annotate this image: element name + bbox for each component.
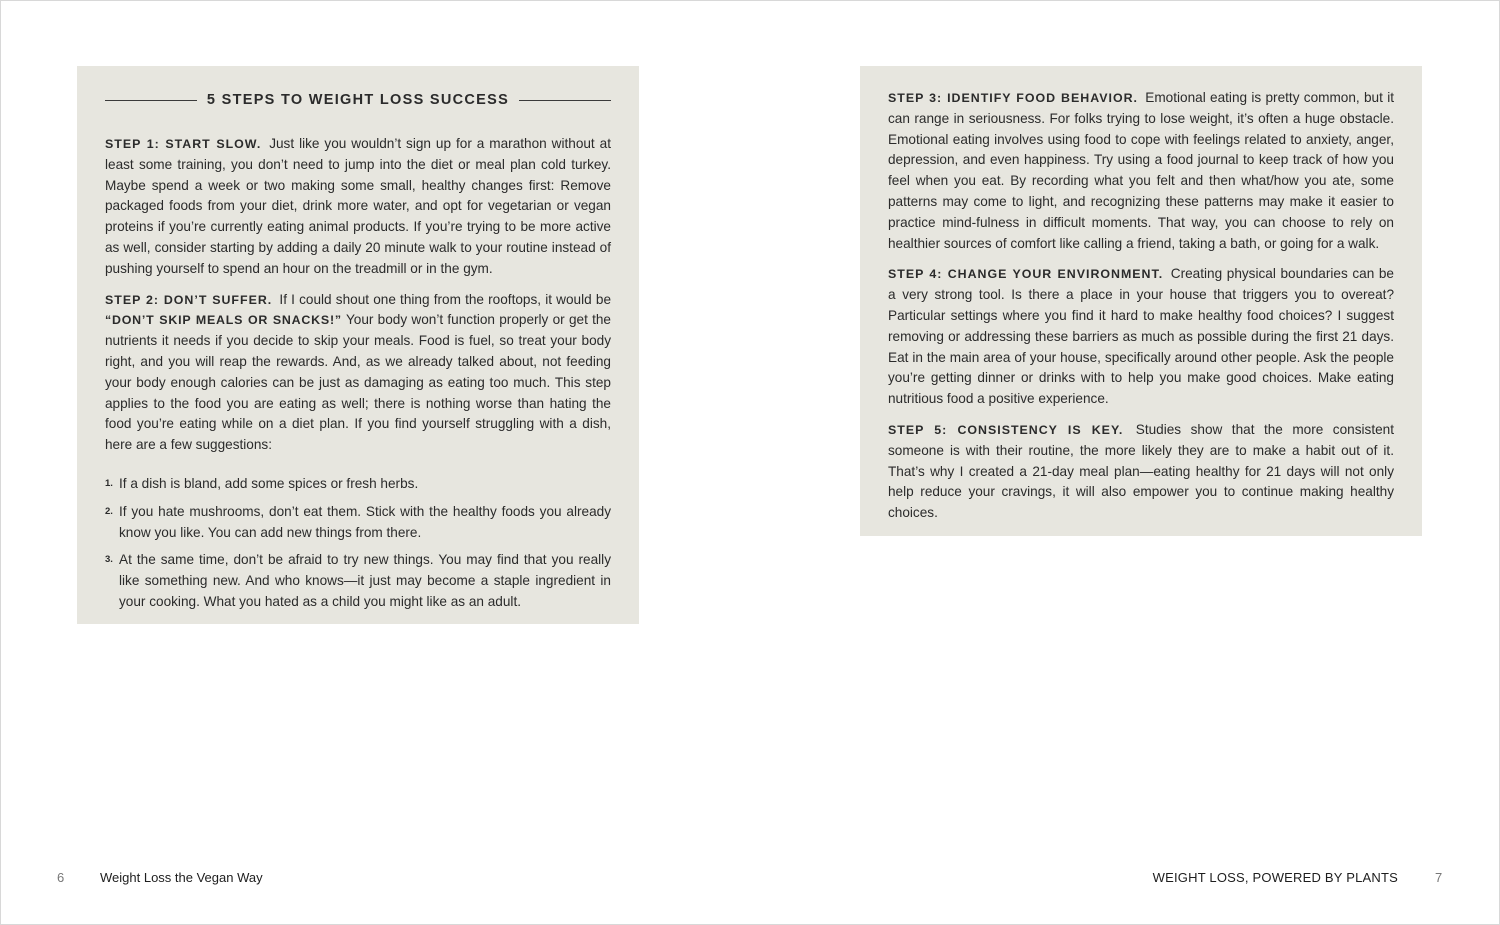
list-item-text: At the same time, don’t be afraid to try new things. You may find that you really like something new. And who knows—it just may become a staple ingredient in your cooking. What you hated as a child you might like as an adult.: [119, 552, 611, 609]
heading-rule-left: [105, 100, 197, 101]
step-5-text: Studies show that the more consistent someone is with their routine, the more likely they are to make a habit out of it. That’s why I created a 21-day meal plan—eating healthy for 21 days will not only help reduce your cravings, it will also empower you to continue making healthy choices.: [888, 421, 1394, 521]
list-item-number: 3.: [105, 554, 113, 566]
step-1-paragraph: [105, 134, 611, 280]
right-running-title: WEIGHT LOSS, POWERED BY PLANTS: [1152, 870, 1398, 885]
list-item: [105, 474, 611, 495]
step-2-quote: “DON’T SKIP MEALS OR SNACKS!”: [105, 313, 342, 328]
step-3-text: Emotional eating is pretty common, but it can range in seriousness. For folks trying to lose weight, it’s often a huge obstacle. Emotional eating involves using food to cope with feelings related to anxiety, anger, depression, and even happiness. Try using a food journal to keep track of how you feel when you eat. By recording what you felt and then what/how you ate, some patterns may come to light, and recognizing these patterns may make it easier to practice mind-fulness in difficult moments. That way, you can choose to rely on healthier sources of comfort like calling a friend, taking a bath, or going for a walk.: [888, 90, 1394, 251]
step-4-paragraph: [888, 264, 1394, 410]
list-item: [105, 550, 611, 612]
step-1-text: Just like you wouldn’t sign up for a marathon without at least some training, you don’t need to jump into the diet or meal plan cold turkey. Maybe spend a week or two making some small, healthy changes first: Remove packaged foods from your diet, drink more water, and opt for vegetarian or vegan proteins if you’re currently eating animal products. If you’re trying to be more active as well, consider starting by adding a daily 20 minute walk to your routine instead of pushing yourself to spend an hour on the treadmill or in the gym.: [105, 136, 611, 276]
step-2-text-before: If I could shout one thing from the rooftops, it would be: [279, 291, 611, 307]
step-3-label: STEP 3: IDENTIFY FOOD BEHAVIOR.: [888, 91, 1138, 105]
step-4-label: STEP 4: CHANGE YOUR ENVIRONMENT.: [888, 267, 1164, 282]
step-2-paragraph: [105, 290, 611, 456]
right-page-number: 7: [1435, 870, 1443, 885]
step-5-label: STEP 5: CONSISTENCY IS KEY.: [888, 422, 1124, 437]
step-1-label: STEP 1: START SLOW.: [105, 137, 262, 151]
step-2-text-after: Your body won’t function properly or get the nutrients it needs if you decide to skip your meals. Food is fuel, so treat your body right, and you will reap the rewards. And, as we already talked about, not feeding your body enough calories can be just as damaging as eating too much. This step applies to the food you are eating as well; there is nothing worse than hating the food you’re eating while on a diet plan. If you find yourself struggling with a dish, here are a few suggestions:: [105, 312, 611, 453]
left-page-number: 6: [57, 870, 65, 885]
list-item-number: 1.: [105, 477, 113, 489]
sidebar-title: 5 STEPS TO WEIGHT LOSS SUCCESS: [206, 92, 510, 108]
step-3-paragraph: [888, 88, 1394, 254]
list-item-text: If you hate mushrooms, don’t eat them. Stick with the healthy foods you already know you like. You can add new things from there.: [119, 503, 611, 540]
left-running-title: Weight Loss the Vegan Way: [100, 870, 263, 885]
sidebar-box-right: [860, 66, 1422, 536]
heading-rule-right: [519, 100, 611, 101]
step-4-text: Creating physical boundaries can be a very strong tool. Is there a place in your house that triggers you to overeat? Particular settings where you find it hard to make healthy food choices? I suggest removing or addressing these barriers as much as possible during the first 21 days. Eat in the main area of your house, specifically around other people. Ask the people you’re getting dinner or drinks with to help you make good choices. Make eating nutritious food a positive experience.: [888, 266, 1394, 407]
list-item-number: 2.: [105, 505, 113, 517]
sidebar-heading: [105, 92, 611, 108]
step-2-label: STEP 2: DON’T SUFFER.: [105, 292, 273, 307]
list-item: [105, 502, 611, 544]
suggestion-list: [105, 474, 611, 613]
list-item-text: If a dish is bland, add some spices or fresh herbs.: [119, 475, 419, 491]
step-5-paragraph: [888, 420, 1394, 524]
sidebar-box-left: [77, 66, 639, 624]
